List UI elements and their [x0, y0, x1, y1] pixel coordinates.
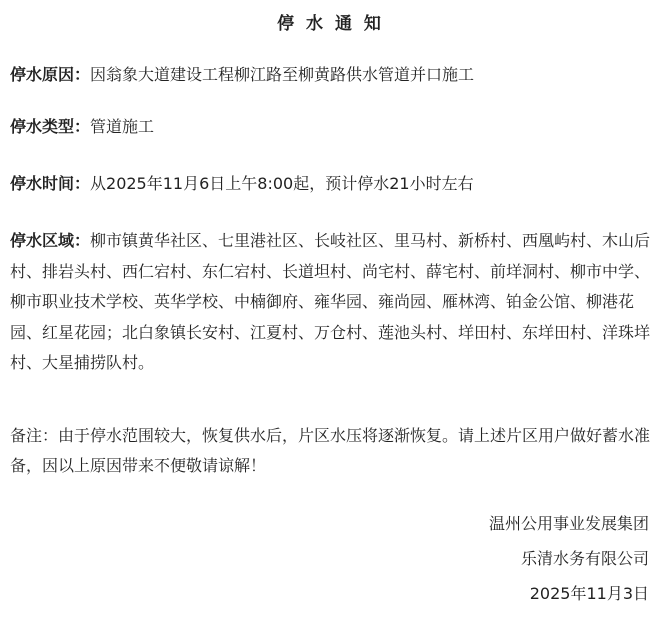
outage-area — [10, 226, 652, 379]
notice-title: 停 水 通 知 — [277, 14, 384, 34]
signature-company: 乐清水务有限公司 — [520, 549, 649, 568]
outage-type-label: 停水类型： — [10, 117, 91, 136]
outage-area-text: 柳市镇黄华社区、七里港社区、长岐社区、里马村、新桥村、西凰屿村、木山后村、排岩头村、西仁宕村、东仁宕村、长道坦村、尚宅村、薛宅村、前垟洞村、柳市中学、柳市职业技术学校、英华学校、中楠御府、雍华园、雍尚园、雁林湾、铂金公馆、柳港花园、红星花园；北白象镇长安村、江夏村、万仓村、莲池头村、垟田村、东垟田村、洋珠垟村、大星捕捞队村。 — [10, 231, 651, 372]
outage-type — [10, 112, 652, 142]
outage-reason — [10, 60, 652, 90]
outage-time-text: 从2025年11月6日上午8:00起，预计停水21小时左右 — [90, 174, 474, 193]
outage-time — [10, 169, 652, 199]
outage-reason-label: 停水原因： — [10, 65, 91, 84]
outage-area-label: 停水区域： — [10, 231, 91, 250]
outage-reason-text: 因翁象大道建设工程柳江路至柳黄路供水管道并口施工 — [90, 65, 475, 84]
signature-org: 温州公用事业发展集团 — [488, 514, 649, 533]
remark: 备注：由于停水范围较大，恢复供水后，片区水压将逐渐恢复。请上述片区用户做好蓄水准备，因以上原因带来不便敬请谅解！ — [10, 426, 651, 475]
outage-time-label: 停水时间： — [10, 174, 91, 193]
signature-date: 2025年11月3日 — [529, 584, 649, 603]
outage-type-text: 管道施工 — [90, 117, 155, 136]
